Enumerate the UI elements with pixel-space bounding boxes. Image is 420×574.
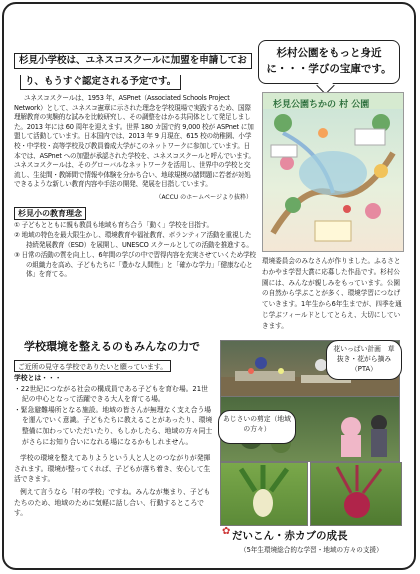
vegetable-growth-subtitle: （5年生環境総合的な学習・地域の方々の支援） [240, 546, 383, 554]
school-bullet: ・22世紀につながる社会の構成員である子どもを育む場。21世紀の中心となって活躍できる大人を育てる場。 [14, 384, 208, 404]
intro-title-line2: り、もうすぐ認定される予定です。 [20, 75, 181, 90]
daikon-illustration [221, 463, 307, 525]
poster-title: 杉見公園ちかの 村 公園 [273, 100, 370, 110]
turnip-illustration [311, 463, 401, 525]
goal-item: ② 地域の特色を最大限生かし、環境教育や福祉教育、ボランティア活動を重視した持続発展教育（ESD）を展開し、UNESCO スクールとしての活動を推進する。 [14, 231, 253, 249]
vegetable-growth-title: だいこん・赤カブの成長 [232, 530, 348, 542]
school-paragraph: 例えて言うなら「村の学校」ですね。みんなが集まり、子どもたちのため、地域のために気軽に話し合い、行動するところです。 [14, 487, 211, 518]
pta-photo-bubble: 花いっぱい計画 草抜き・花がら摘み（PTA） [326, 340, 402, 380]
banner-line2: に・・・学びの宝庫です。 [266, 63, 392, 75]
park-banner [258, 40, 400, 84]
red-turnip-photo [310, 462, 402, 526]
unesco-intro-section [14, 48, 256, 279]
school-subtitle: ご近所の見守る学校でありたいと願っています。 [14, 360, 171, 372]
banner-line1: 杉村公園をもっと身近 [276, 47, 382, 59]
park-map-poster-photo [262, 92, 404, 252]
intro-body: ユネスコスクールは、1953 年、ASPnet（Associated Schools Project Network）として、ユネスコ憲章に示された理念を学校現場で実践するため、国際理解教育の実験的な試みを比較研究し、その調整をはかる共同体として発足しました。2013 年には 60 周年を迎えます。世界 180 カ国で約 9,000 校が ASPnet に加盟して活動しています。日本国内では、2013 年 9 月現在、615 校の幼稚園、小学校・中学校・高等学校及び教員養成大学がこのネットワークに参加しています。日本では、ASPnet への加盟が承認された学校を、ユネスコスクールと呼んでいます。ユネスコスクールは、そのグローバルなネットワークを活用し、世界中の学校と交流し、生徒間・教師間で情報や体験を分かち合い、地球規模の諸問題に若者が対処できるような新しい教育内容や手法の開発、発展を目指しています。 [14, 94, 255, 189]
poster-illustration [263, 93, 403, 251]
hydrangea-photo-bubble: あじさいの剪定（地域の方々） [218, 410, 296, 444]
flower-icon: ✿ [222, 526, 231, 537]
daikon-photo [220, 462, 308, 526]
school-lead: 学校とは・・・ [14, 374, 62, 382]
school-bullet: ・緊急避難場所となる施設。地域の皆さんが無理なく支え合う場を運んでいく意識。子どもたちに教えることがあったり、環境整備に加わっていただいたり、もしかしたら、地域の方々同士がさらにお知り合いになれる場になるかもしれません。 [14, 405, 213, 446]
goal-item: ③ 日常の活動の質を向上し、6年間の学びの中で習得内容を充実させていくため学校の組織力を高め、子どもたちに「豊かな人間性」と「確かな学力」「健康な心と体」を育てる。 [14, 251, 256, 278]
goals-title: 杉見小の教育理念 [14, 207, 86, 220]
school-paragraph: 学校の環境を整えてありようという人と人とのつながりが発揮されます。環境が整ってくれば、子どもが落ち着き、安心して生活できます。 [14, 454, 211, 484]
newsletter-page [2, 2, 416, 570]
intro-credit: （ACCU のホームページより抜粋） [155, 193, 252, 201]
school-environment-section [14, 338, 214, 519]
intro-title-line1: 杉見小学校は、ユネスコスクールに加盟を申請してお [14, 53, 252, 69]
poster-caption: 環境委員会のみなさんが作りました。ふるさとわかやま学習大賞に応募した作品です。杉村公園には、みんなが親しみをもっています。公園の自然から学ぶことが多く、環境学習につなげていきます。1年生から6年生までが、四季を通じ学ぶフィールドとしてとらえ、大切にしていきます。 [262, 257, 402, 330]
school-title: 学校環境を整えるのもみんなの力で [24, 340, 200, 353]
goal-item: ① 子どもとともに親も教員も地域も育ち合う「動く」学校を目指す。 [14, 220, 213, 229]
